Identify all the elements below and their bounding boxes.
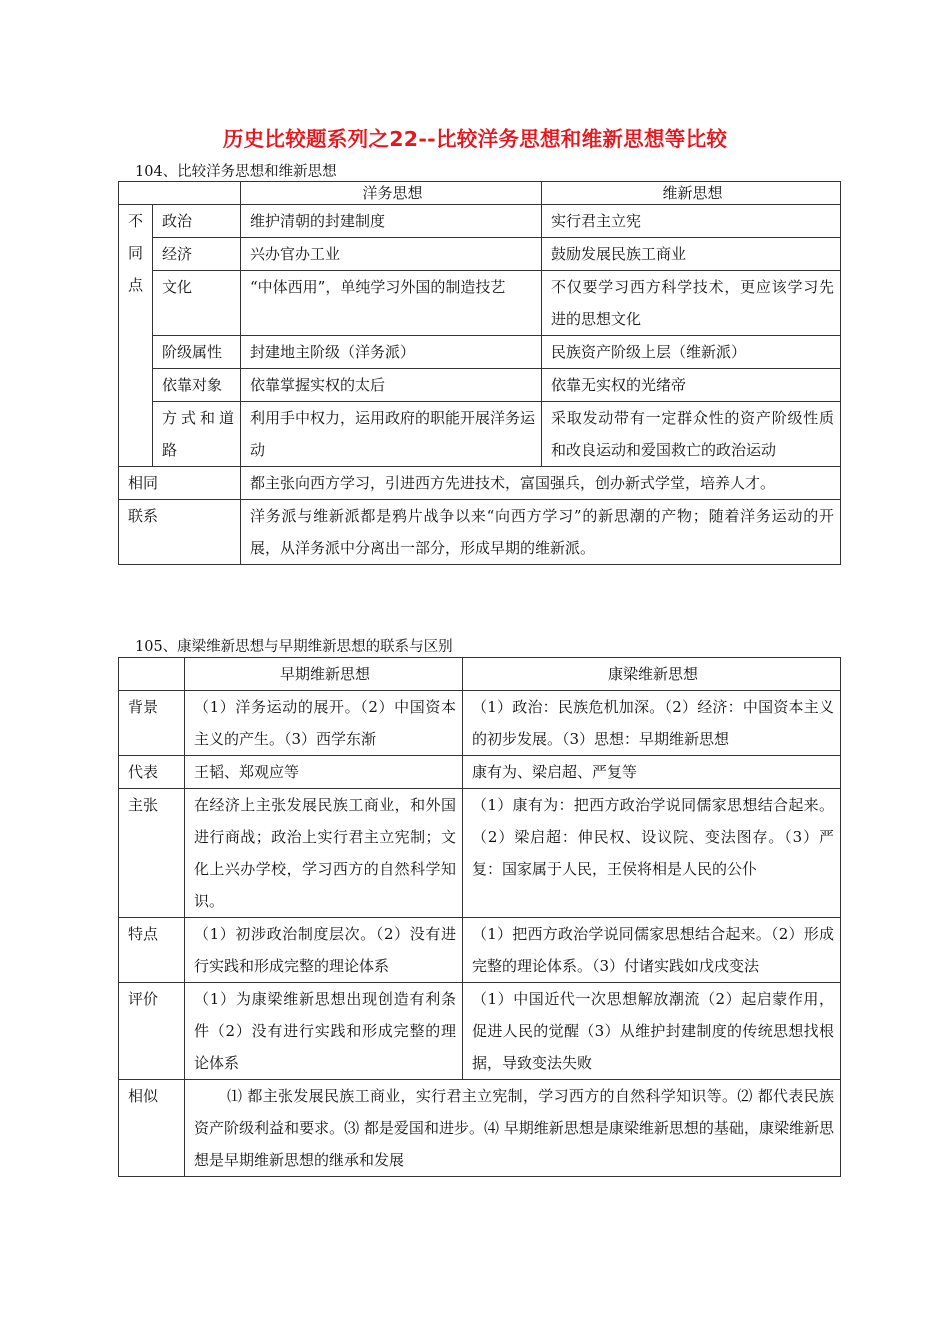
weixin-cell: 实行君主立宪 [542,205,841,238]
link-text: 洋务派与维新派都是鸦片战争以来“向西方学习”的新思潮的产物；随着洋务运动的开展，从洋务派中分离出一部分，形成早期的维新派。 [241,500,841,565]
yangwu-cell: “中体西用”，单纯学习外国的制造技艺 [241,271,542,336]
aspect-cell: 阶级属性 [153,336,241,369]
aspect-cell: 特点 [119,918,185,983]
yangwu-cell: 利用手中权力，运用政府的职能开展洋务运动 [241,402,542,467]
section-105-heading: 105、康梁维新思想与早期维新思想的联系与区别 [135,639,453,655]
same-label: 相同 [119,467,241,500]
aspect-cell: 评价 [119,983,185,1080]
aspect-cell: 方式和道路 [153,402,241,467]
kangliang-cell: （1）中国近代一次思想解放潮流（2）起启蒙作用，促进人民的觉醒（3）从维护封建制度的传统思想找根据，导致变法失败 [463,983,841,1080]
aspect-cell: 文化 [153,271,241,336]
comparison-table-105 [118,657,841,1177]
early-cell: （1）洋务运动的展开。（2）中国资本主义的产生。（3）西学东渐 [185,691,463,756]
early-cell: 在经济上主张发展民族工商业，和外国进行商战；政治上实行君主立宪制；文化上兴办学校，学习西方的自然科学知识。 [185,789,463,918]
weixin-cell: 采取发动带有一定群众性的资产阶级性质和改良运动和爱国救亡的政治运动 [542,402,841,467]
early-cell: （1）初涉政治制度层次。（2）没有进行实践和形成完整的理论体系 [185,918,463,983]
same-text: 都主张向西方学习，引进西方先进技术，富国强兵，创办新式学堂，培养人才。 [241,467,841,500]
kangliang-cell: （1）政治：民族危机加深。（2）经济：中国资本主义的初步发展。（3）思想：早期维新思想 [463,691,841,756]
weixin-cell: 不仅要学习西方科学技术，更应该学习先进的思想文化 [542,271,841,336]
group-label-differences: 不 同 点 [119,205,153,467]
link-label: 联系 [119,500,241,565]
aspect-cell: 主张 [119,789,185,918]
page-title: 历史比较题系列之22--比较洋务思想和维新思想等比较 [222,127,728,151]
aspect-cell: 代表 [119,756,185,789]
aspect-cell: 依靠对象 [153,369,241,402]
yangwu-cell: 兴办官办工业 [241,238,542,271]
aspect-cell: 背景 [119,691,185,756]
similar-text: ⑴ 都主张发展民族工商业，实行君主立宪制，学习西方的自然科学知识等。⑵ 都代表民族资产阶级利益和要求。⑶ 都是爱国和进步。⑷ 早期维新思想是康梁维新思想的基础，康梁维新思想是早期维新思想的继承和发展 [185,1080,841,1177]
header-empty [119,658,185,691]
header-early: 早期维新思想 [185,658,463,691]
aspect-cell: 经济 [153,238,241,271]
section-104-heading: 104、比较洋务思想和维新思想 [135,164,337,180]
yangwu-cell: 依靠掌握实权的太后 [241,369,542,402]
kangliang-cell: （1）把西方政治学说同儒家思想结合起来。（2）形成完整的理论体系。（3）付诸实践如戊戌变法 [463,918,841,983]
early-cell: （1）为康梁维新思想出现创造有利条件（2）没有进行实践和形成完整的理论体系 [185,983,463,1080]
weixin-cell: 民族资产阶级上层（维新派） [542,336,841,369]
kangliang-cell: 康有为、梁启超、严复等 [463,756,841,789]
aspect-cell: 政治 [153,205,241,238]
weixin-cell: 依靠无实权的光绪帝 [542,369,841,402]
yangwu-cell: 维护清朝的封建制度 [241,205,542,238]
header-weixin: 维新思想 [542,182,841,205]
comparison-table-104 [118,181,841,565]
early-cell: 王韬、郑观应等 [185,756,463,789]
similar-label: 相似 [119,1080,185,1177]
header-empty [119,182,241,205]
yangwu-cell: 封建地主阶级（洋务派） [241,336,542,369]
header-yangwu: 洋务思想 [241,182,542,205]
weixin-cell: 鼓励发展民族工商业 [542,238,841,271]
kangliang-cell: （1）康有为：把西方政治学说同儒家思想结合起来。（2）梁启超：伸民权、设议院、变法图存。（3）严复：国家属于人民，王侯将相是人民的公仆 [463,789,841,918]
header-kangliang: 康梁维新思想 [463,658,841,691]
